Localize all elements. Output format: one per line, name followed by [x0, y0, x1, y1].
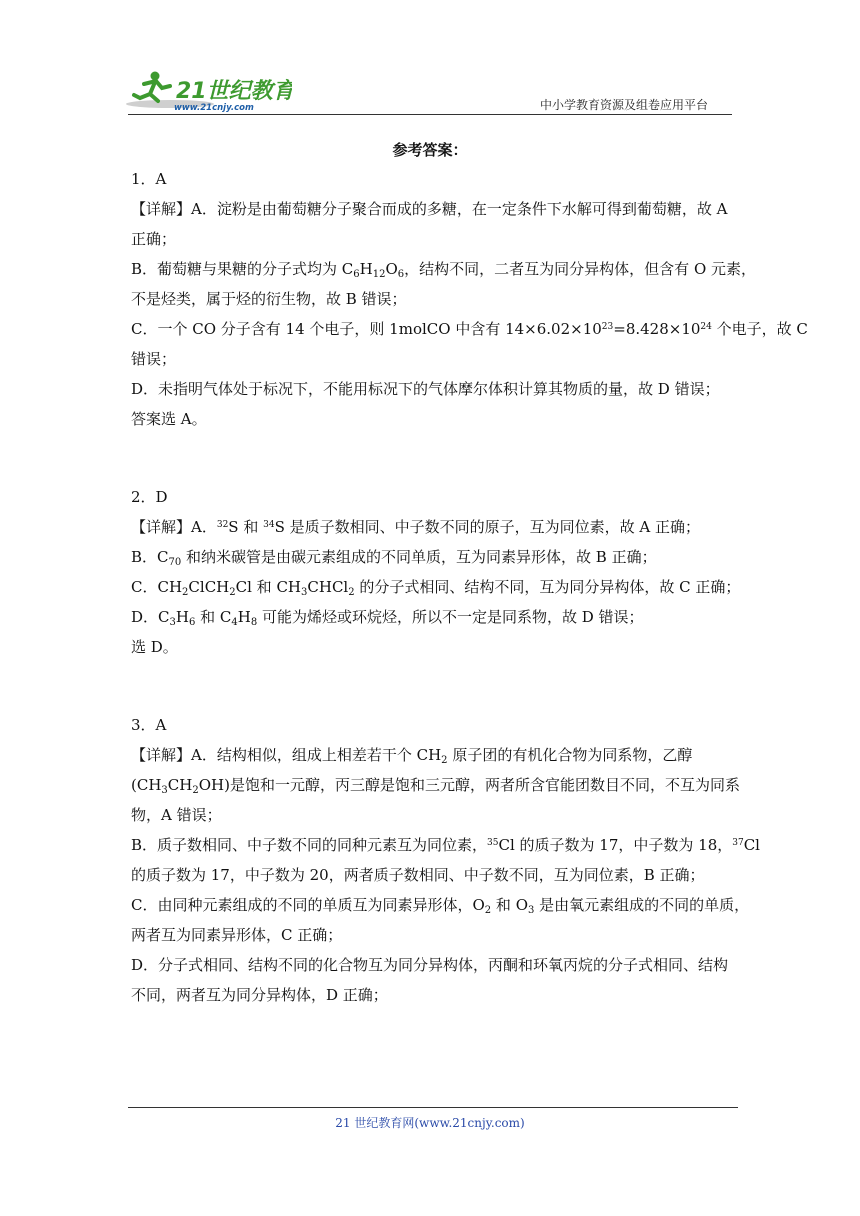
q3-answer: 3．A: [131, 716, 167, 734]
q1-line: 不是烃类，属于烃的衍生物，故 B 错误；: [131, 290, 407, 308]
q3-line: $(CH_3CH_2OH)$是饱和一元醇，丙三醇是饱和三元醇，两者所含官能团数目不同，不互为同系: [131, 776, 740, 796]
q3-line: 的质子数为 17，中子数为 20，两者质子数相同、中子数不同，互为同位素，B 正确；: [131, 866, 705, 884]
q3-line-isotopes: B．质子数相同、中子数不同的同种元素互为同位素，$^{35}$Cl 的质子数为 17，中子数为 18，$^{37}$Cl: [131, 836, 760, 854]
q2-line: D．$C_3H_6$ 和 $C_4H_8$ 可能为烯烃或环烷烃，所以不一定是同系物，故 D 错误；: [131, 608, 644, 628]
runner-logo-icon: [122, 68, 292, 114]
q2-line-isotopes: 【详解】A．$^{32}$S 和 $^{34}$S 是质子数相同、中子数不同的原子，互为同位素，故 A 正确；: [131, 518, 700, 536]
q3-line: D．分子式相同、结构不同的化合物互为同分异构体，丙酮和环氧丙烷的分子式相同、结构: [131, 956, 729, 974]
q3-line: C．由同种元素组成的不同的单质互为同素异形体，$O_2$ 和 $O_3$ 是由氧元素组成的不同的单质，: [131, 896, 750, 916]
q1-line-formula: B．葡萄糖与果糖的分子式均为 $C_6H_{12}O_6$，结构不同，二者互为同分异构体，但含有 O 元素，: [131, 260, 757, 280]
q1-line: D．未指明气体处于标况下，不能用标况下的气体摩尔体积计算其物质的量，故 D 错误；: [131, 380, 720, 398]
q1-answer: 1．A: [131, 170, 167, 188]
svg-text:www.21cnjy.com: www.21cnjy.com: [174, 103, 254, 113]
q2-answer: 2．D: [131, 488, 168, 506]
svg-text:21世纪教育: 21世纪教育: [176, 79, 292, 104]
site-tagline: 中小学教育资源及组卷应用平台: [540, 98, 709, 112]
q3-line: 不同，两者互为同分异构体，D 正确；: [131, 986, 388, 1004]
q2-line: B．$C_{70}$ 和纳米碳管是由碳元素组成的不同单质，互为同素异形体，故 B 正确；: [131, 548, 657, 568]
footer-divider: [128, 1107, 738, 1108]
q1-line: 【详解】A．淀粉是由葡萄糖分子聚合而成的多糖，在一定条件下水解可得到葡萄糖，故 A: [131, 200, 728, 218]
q3-line: 物，A 错误；: [131, 806, 222, 824]
header-divider: [128, 114, 732, 115]
q1-line-avogadro: C．一个 CO 分子含有 14 个电子，则 1molCO 中含有 $14\times 6.02\times 10^{23}=8.428\times 10^{24}$ 个电子，故 C: [131, 320, 808, 338]
q3-line: 两者互为同素异形体，C 正确；: [131, 926, 343, 944]
q1-line: 错误；: [131, 350, 177, 368]
q1-conclusion: 答案选 A。: [131, 410, 207, 428]
footer-link[interactable]: 21 世纪教育网(www.21cnjy.com): [335, 1116, 525, 1130]
page-title: 参考答案：: [392, 141, 468, 159]
q3-line: 【详解】A．结构相似，组成上相差若干个 $CH_2$ 原子团的有机化合物为同系物，乙醇: [131, 746, 693, 766]
q2-conclusion: 选 D。: [131, 638, 178, 656]
logo: [122, 68, 292, 114]
q1-line: 正确；: [131, 230, 177, 248]
q2-line: C．$CH_2ClCH_2Cl$ 和 $CH_3CHCl_2$ 的分子式相同、结构不同，互为同分异构体，故 C 正确；: [131, 578, 741, 598]
answer-body: [131, 164, 808, 1010]
